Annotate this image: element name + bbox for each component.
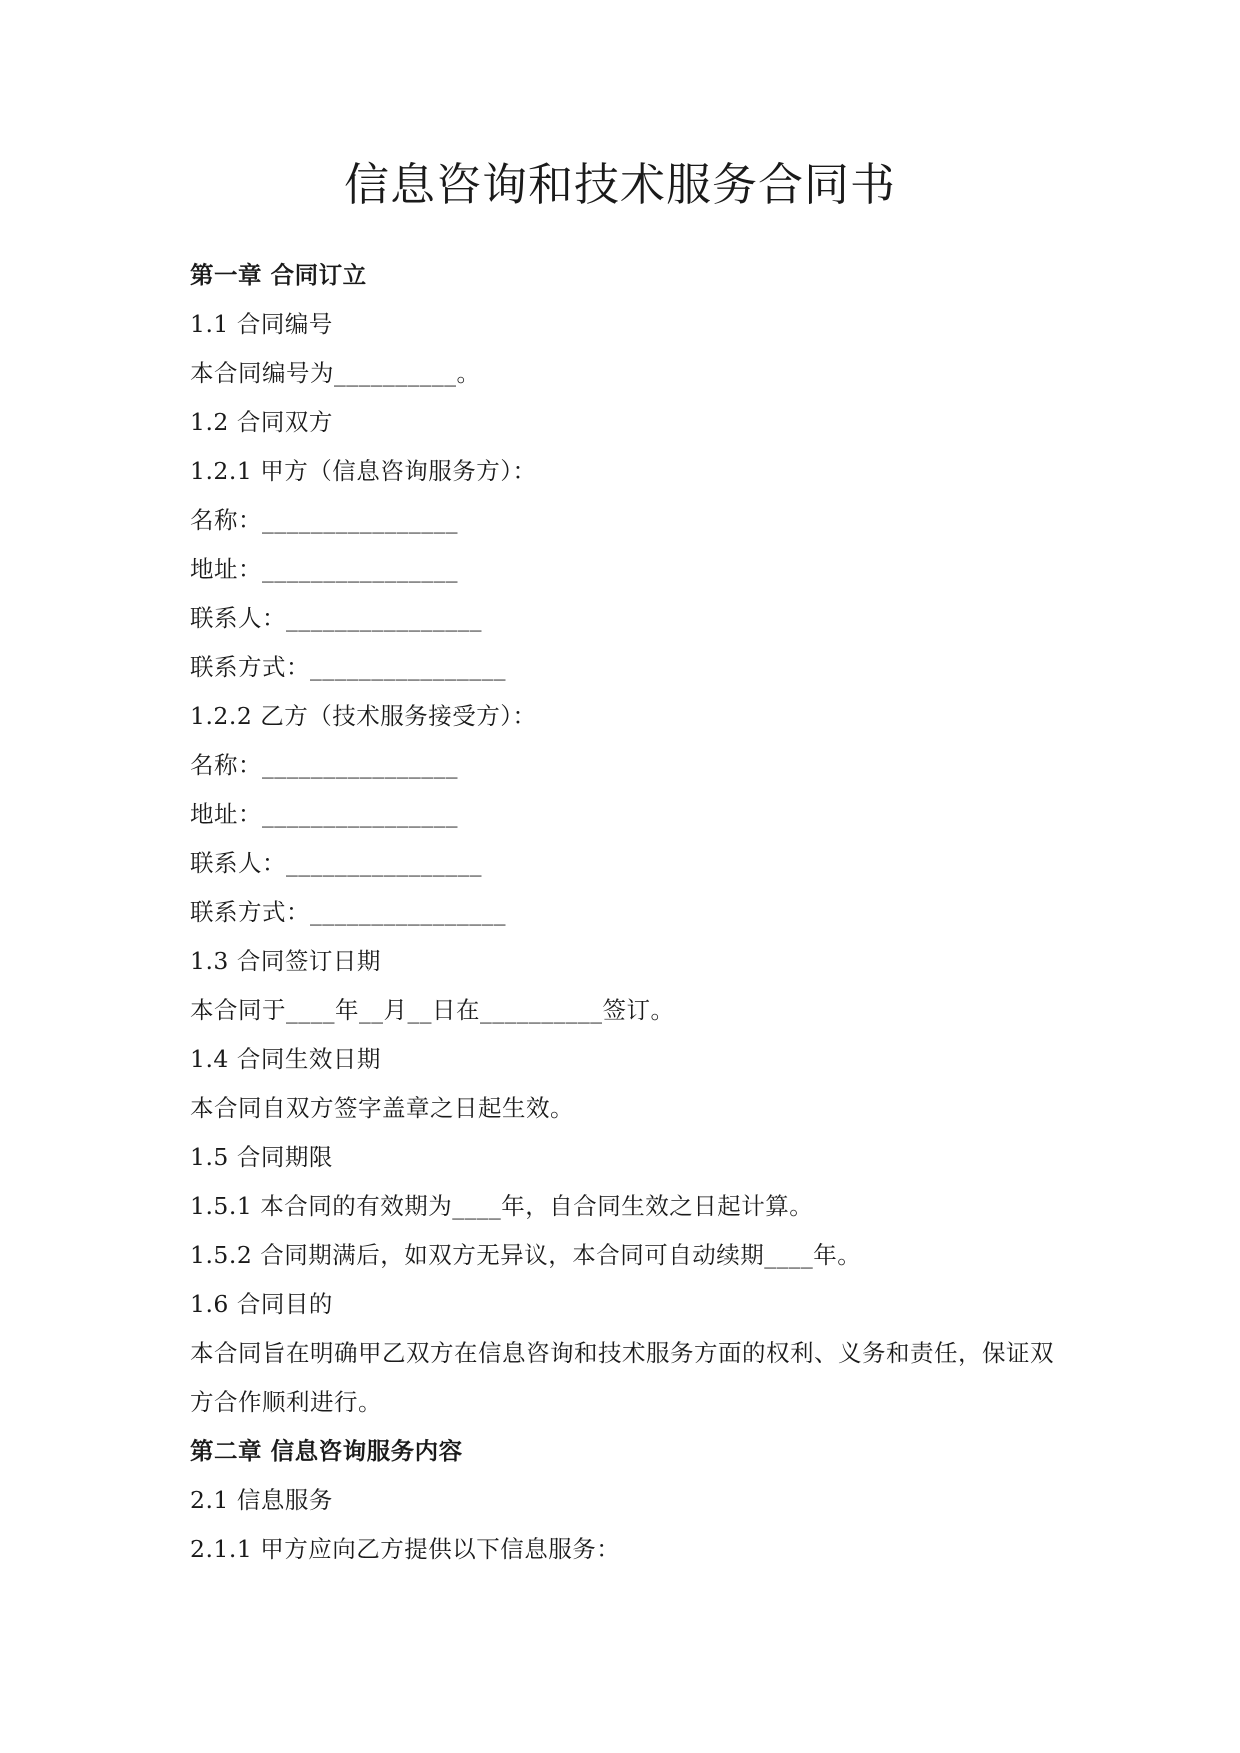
form-field-line: 名称：________________ <box>190 751 458 779</box>
paragraph: 本合同旨在明确甲乙双方在信息咨询和技术服务方面的权利、义务和责任，保证双方合作顺利进行。 <box>190 1339 1054 1416</box>
document-body <box>190 251 1070 1574</box>
form-field-line: 联系方式：________________ <box>190 898 506 926</box>
section-heading: 1.2 合同双方 <box>190 408 333 436</box>
form-field-line: 联系人：________________ <box>190 849 482 877</box>
section-heading: 1.4 合同生效日期 <box>190 1045 381 1073</box>
section-heading: 1.3 合同签订日期 <box>190 947 381 975</box>
paragraph: 1.5.1 本合同的有效期为____年，自合同生效之日起计算。 <box>190 1192 814 1220</box>
section-heading: 1.6 合同目的 <box>190 1290 333 1318</box>
section-heading: 2.1 信息服务 <box>190 1486 333 1514</box>
subsection-heading: 1.2.2 乙方（技术服务接受方）： <box>190 702 537 730</box>
chapter-heading: 第一章 合同订立 <box>190 261 367 289</box>
form-field-line: 联系方式：________________ <box>190 653 506 681</box>
subsection-heading: 2.1.1 甲方应向乙方提供以下信息服务： <box>190 1535 621 1563</box>
section-heading: 1.5 合同期限 <box>190 1143 333 1171</box>
paragraph: 本合同自双方签字盖章之日起生效。 <box>190 1094 574 1122</box>
form-field-line: 地址：________________ <box>190 555 458 583</box>
paragraph: 1.5.2 合同期满后，如双方无异议，本合同可自动续期____年。 <box>190 1241 862 1269</box>
section-heading: 1.1 合同编号 <box>190 310 333 338</box>
paragraph: 本合同编号为__________。 <box>190 359 481 387</box>
form-field-line: 地址：________________ <box>190 800 458 828</box>
document-title: 信息咨询和技术服务合同书 <box>343 158 896 211</box>
subsection-heading: 1.2.1 甲方（信息咨询服务方）： <box>190 457 537 485</box>
form-field-line: 联系人：________________ <box>190 604 482 632</box>
chapter-heading: 第二章 信息咨询服务内容 <box>190 1437 463 1465</box>
paragraph: 本合同于____年__月__日在__________签订。 <box>190 996 675 1024</box>
form-field-line: 名称：________________ <box>190 506 458 534</box>
